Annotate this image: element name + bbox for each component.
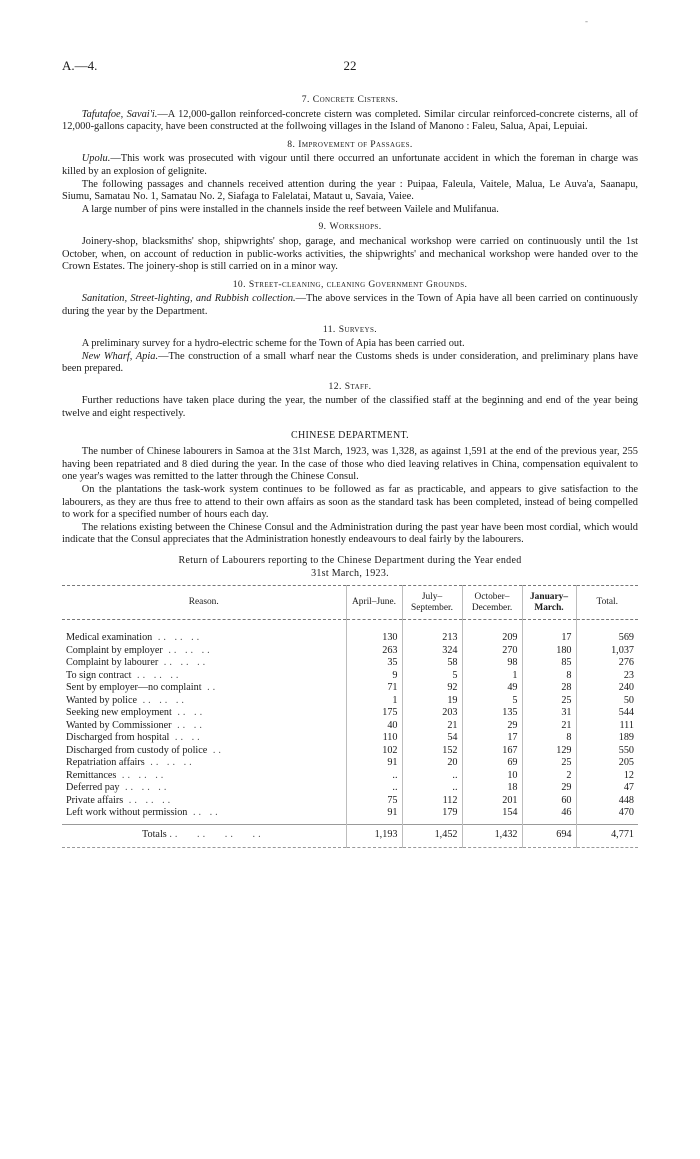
row-value: 102 [346, 745, 402, 758]
row-value: 50 [576, 695, 638, 708]
row-value: 92 [402, 682, 462, 695]
row-value: 201 [462, 795, 522, 808]
row-value: 69 [462, 757, 522, 770]
row-value: 110 [346, 732, 402, 745]
section-paragraph [62, 395, 638, 420]
row-value: 23 [576, 670, 638, 683]
section-heading: 11. Surveys. [322, 323, 378, 335]
chinese-paragraph: The number of Chinese labourers in Samoa at the 31st March, 1923, was 1,328, as against 1,591 at the end of the previous year, 255 having been repatriated and 8 died during the year. In the case of those who died leaving relatives in China, compensation equivalent to one year's wages was remitted to the latter through the Chinese Consul. [62, 446, 638, 483]
total-oct-dec: 1,432 [462, 824, 522, 848]
row-value: .. [402, 782, 462, 795]
col-header-total: Total. [576, 586, 638, 620]
row-value: 569 [576, 620, 638, 645]
row-value: 167 [462, 745, 522, 758]
row-value: 58 [402, 657, 462, 670]
row-value: .. [346, 782, 402, 795]
table-row [62, 695, 638, 708]
row-value: 203 [402, 707, 462, 720]
paragraph-text: —This work was prosecuted with vigour until there occurred an unfortunate accident in which the foreman in charge was killed by an explosion of gelignite. [62, 153, 638, 177]
paragraph-lead: Tafutafoe, Savai'i. [81, 108, 158, 120]
row-value: 240 [576, 682, 638, 695]
row-reason: Medical examination .. .. .. [66, 632, 203, 643]
row-value: 152 [402, 745, 462, 758]
section-heading: 8. Improvement of Passages. [287, 138, 413, 150]
table-row [62, 795, 638, 808]
col-header-oct-dec: October–December. [462, 586, 522, 620]
row-value: 8 [522, 732, 576, 745]
row-value: 179 [402, 807, 462, 824]
col-header-jan-mar: January–March. [522, 586, 576, 620]
labourers-return-table [62, 585, 638, 848]
sections-container [62, 94, 638, 421]
row-value: 154 [462, 807, 522, 824]
section-heading: 9. Workshops. [318, 221, 382, 233]
row-value: 25 [522, 695, 576, 708]
paragraph-text: A large number of pins were installed in the channels inside the reef between Vailele and Mulifanua. [81, 203, 499, 215]
chinese-paragraph: The relations existing between the Chinese Consul and the Administration during the past year have been most cordial, which would indicate that the Consul appreciates that the Administration honestly endeavours to deal fairly by the labourers. [62, 521, 638, 546]
row-value: 17 [522, 620, 576, 645]
col-header-apr-jun: April–June. [346, 586, 402, 620]
row-value: 263 [346, 645, 402, 658]
table-row [62, 720, 638, 733]
row-value: 19 [402, 695, 462, 708]
page-content [62, 89, 638, 848]
row-value: 85 [522, 657, 576, 670]
row-value: 12 [576, 770, 638, 783]
table-row [62, 620, 638, 645]
row-reason: Deferred pay .. .. .. [66, 782, 170, 793]
row-reason: Seeking new employment .. .. [66, 707, 206, 718]
row-value: 209 [462, 620, 522, 645]
section-paragraph [62, 153, 638, 178]
col-header-jul-sep: July–September. [402, 586, 462, 620]
row-value: 25 [522, 757, 576, 770]
row-value: 98 [462, 657, 522, 670]
row-reason: Remittances .. .. .. [66, 769, 167, 781]
table-title-line1: Return of Labourers reporting to the Chinese Department during the Year ended [178, 555, 522, 566]
chinese-department-body [62, 446, 638, 547]
section-heading: 10. Street-cleaning, cleaning Government Grounds. [232, 278, 468, 290]
row-value: 18 [462, 782, 522, 795]
totals-row [62, 824, 638, 848]
paragraph-text: A preliminary survey for a hydro-electric scheme for the Town of Apia has been carried out. [81, 338, 465, 350]
table-title [62, 555, 638, 580]
row-value: 47 [576, 782, 638, 795]
row-value: 544 [576, 707, 638, 720]
paragraph-text: Further reductions have taken place during the year, the number of the classified staff at the beginning and end of the year being twelve and eight respectively. [62, 395, 638, 420]
table-row [62, 732, 638, 745]
table-row [62, 657, 638, 670]
row-value: 189 [576, 732, 638, 745]
table-body [62, 620, 638, 825]
row-value: 29 [462, 720, 522, 733]
row-value: 550 [576, 745, 638, 758]
paragraph-text: Joinery-shop, blacksmiths' shop, shipwrights' shop, garage, and mechanical workshop were carried on continuously until the 1st October, when, on account of reduction in public-works activities, the shipwrights' and mechanical workshop were handed over to the Crown Estates. The joinery-shop is still carried on in a minor way. [62, 235, 638, 273]
paragraph-lead: Sanitation, Street-lighting, and Rubbish collection. [81, 293, 296, 305]
page-header [62, 58, 638, 74]
row-value: 29 [522, 782, 576, 795]
section-paragraph [62, 179, 638, 204]
row-value: 10 [462, 770, 522, 783]
table-row [62, 745, 638, 758]
table-row [62, 770, 638, 783]
row-reason: Wanted by Commissioner .. .. [66, 719, 205, 731]
row-value: 35 [346, 657, 402, 670]
row-value: 111 [576, 720, 638, 733]
section-paragraph [62, 204, 638, 217]
row-reason: Complaint by employer .. .. .. [66, 644, 213, 656]
paragraph-text: —A 12,000-gallon reinforced-concrete cistern was completed. Similar circular reinforced-concrete cisterns, all of 12,000-gallons capacity, have been constructed at the follwoing villages in the Island of Manono : Faleu, Salua, Apai, Lepuiai. [62, 108, 638, 133]
row-value: 75 [346, 795, 402, 808]
section-heading: 12. Staff. [328, 380, 372, 392]
row-reason: Discharged from hospital .. .. [66, 732, 203, 743]
row-reason: Wanted by police .. .. .. [66, 694, 187, 706]
table-header-row [62, 586, 638, 620]
row-value: 112 [402, 795, 462, 808]
row-value: 1 [462, 670, 522, 683]
totals-label: Totals .. .. .. .. [62, 824, 346, 848]
row-value: 91 [346, 757, 402, 770]
row-value: 49 [462, 682, 522, 695]
grand-total: 4,771 [576, 824, 638, 848]
row-reason: To sign contract .. .. .. [66, 669, 182, 681]
table-row [62, 782, 638, 795]
total-jan-mar: 694 [522, 824, 576, 848]
paragraph-lead: Upolu. [81, 153, 111, 165]
row-reason: Complaint by labourer .. .. .. [66, 657, 209, 668]
section-paragraph [62, 236, 638, 274]
col-header-reason: Reason. [62, 586, 346, 620]
row-value: .. [346, 770, 402, 783]
section-paragraph [62, 109, 638, 134]
row-value: 28 [522, 682, 576, 695]
row-reason: Private affairs .. .. .. [66, 794, 174, 806]
row-value: 276 [576, 657, 638, 670]
row-value: 205 [576, 757, 638, 770]
row-value: 135 [462, 707, 522, 720]
row-value: 130 [346, 620, 402, 645]
chinese-department-heading: CHINESE DEPARTMENT. [291, 429, 409, 441]
row-value: 213 [402, 620, 462, 645]
table-title-line2: 31st March, 1923. [311, 567, 389, 579]
row-value: 180 [522, 645, 576, 658]
row-value: 8 [522, 670, 576, 683]
row-reason: Left work without permission .. .. [66, 807, 221, 818]
row-value: 91 [346, 807, 402, 824]
total-apr-jun: 1,193 [346, 824, 402, 848]
page-number: 22 [343, 58, 357, 73]
table-row [62, 757, 638, 770]
row-value: 21 [402, 720, 462, 733]
paragraph-text: The following passages and channels received attention during the year : Puipaa, Faleula, Vaitele, Malua, Le Auva'a, Saanapu, Siumu, Samatau No. 1, Samatau No. 2, Siafaga to Falelatai, Mataut u, Savaia, Vaiee. [62, 178, 638, 203]
row-reason: Discharged from custody of police .. [66, 744, 224, 756]
chinese-paragraph: On the plantations the task-work system continues to be followed as far as practicable, and appears to give satisfaction to the labourers, as they are thus free to attend to their own affairs as soon as the standard task has been completed, instead of being compelled to work for a specified number of hours each day. [62, 484, 638, 521]
row-value: 470 [576, 807, 638, 824]
corner-mark: - [585, 16, 588, 26]
section-paragraph [62, 293, 638, 318]
row-value: 175 [346, 707, 402, 720]
row-value: 270 [462, 645, 522, 658]
row-reason: Sent by employer—no complaint .. [66, 682, 219, 693]
table-row [62, 645, 638, 658]
table-row [62, 807, 638, 824]
row-value: 1,037 [576, 645, 638, 658]
row-value: 324 [402, 645, 462, 658]
section-paragraph [62, 351, 638, 376]
row-value: 46 [522, 807, 576, 824]
row-value: 71 [346, 682, 402, 695]
row-value: 129 [522, 745, 576, 758]
row-value: 20 [402, 757, 462, 770]
row-value: 31 [522, 707, 576, 720]
row-value: 9 [346, 670, 402, 683]
paragraph-lead: New Wharf, Apia. [81, 350, 159, 362]
row-value: 2 [522, 770, 576, 783]
row-value: 40 [346, 720, 402, 733]
table-row [62, 670, 638, 683]
row-value: 54 [402, 732, 462, 745]
paragraph-text: —The construction of a small wharf near the Customs sheds is under consideration, and preliminary plans have been prepared. [62, 350, 638, 375]
row-value: .. [402, 770, 462, 783]
row-value: 448 [576, 795, 638, 808]
row-value: 5 [462, 695, 522, 708]
section-paragraph [62, 338, 638, 351]
total-jul-sep: 1,452 [402, 824, 462, 848]
row-value: 5 [402, 670, 462, 683]
row-reason: Repatriation affairs .. .. .. [66, 757, 195, 768]
paragraph-text: —The above services in the Town of Apia have all been carried on continuously during the year by the Department. [62, 293, 639, 317]
table-row [62, 707, 638, 720]
row-value: 60 [522, 795, 576, 808]
row-value: 17 [462, 732, 522, 745]
section-heading: 7. Concrete Cisterns. [301, 94, 399, 105]
row-value: 21 [522, 720, 576, 733]
row-value: 1 [346, 695, 402, 708]
table-row [62, 682, 638, 695]
paper-reference: A.—4. [62, 58, 98, 73]
